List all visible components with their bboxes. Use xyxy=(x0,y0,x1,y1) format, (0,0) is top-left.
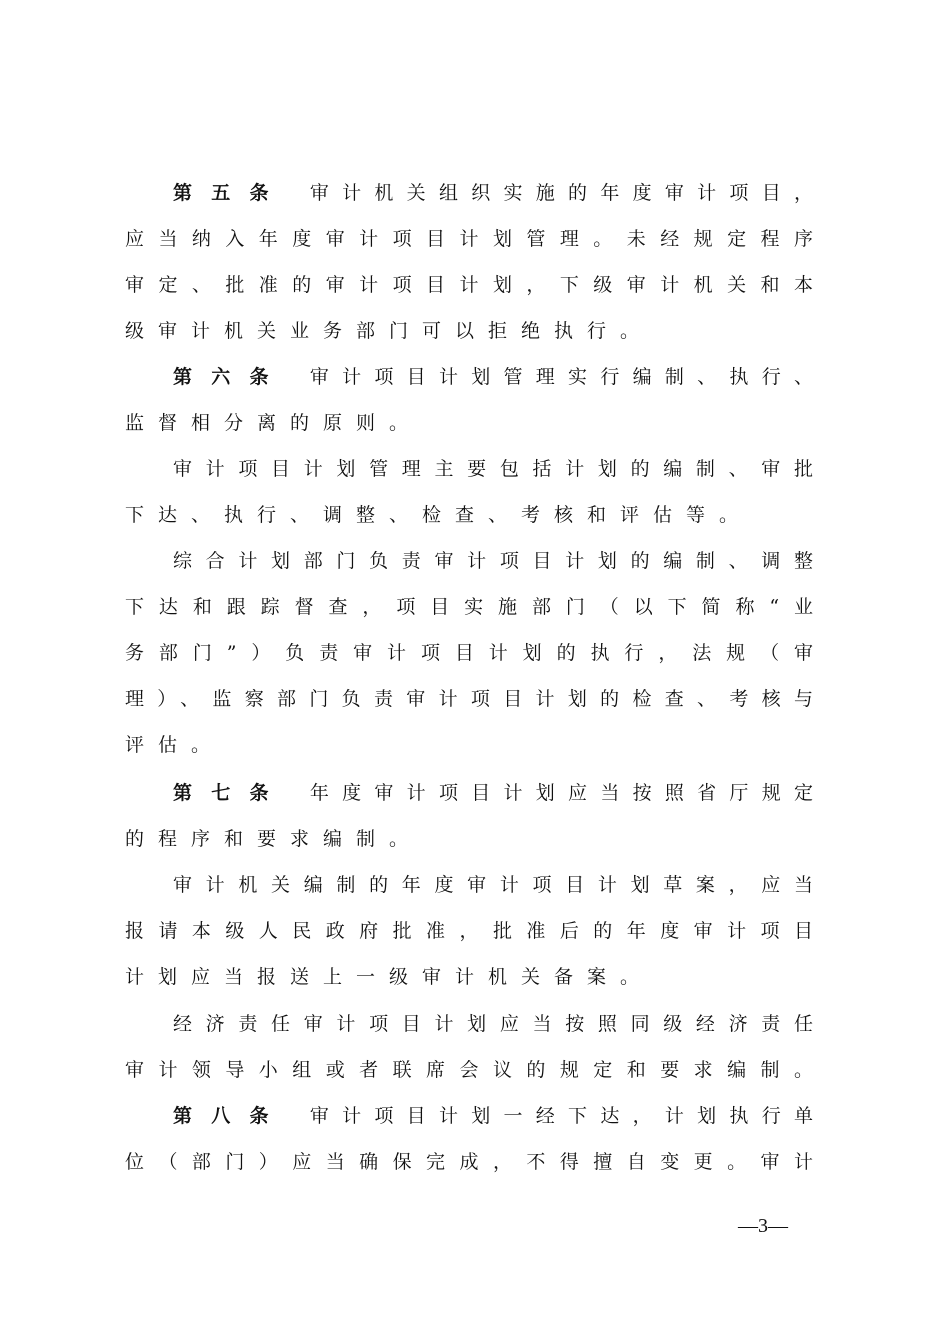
text-line: 审计项目计划管理实行编制、执行、 xyxy=(309,366,813,388)
text-line: 审计项目计划管理主要包括计划的编制、审批 xyxy=(173,458,813,480)
text-line: 理）、监察部门负责审计项目计划的检查、考核与 xyxy=(125,688,813,710)
article-5-heading: 第五条 xyxy=(173,182,288,204)
text-line: 审计机关组织实施的年度审计项目， xyxy=(309,182,813,204)
text-line: 监督相分离的原则。 xyxy=(125,412,423,434)
article-8-heading: 第八条 xyxy=(173,1105,288,1127)
article-7-heading: 第七条 xyxy=(173,782,288,804)
article-6-line-1 xyxy=(173,361,813,393)
text-line: 下达、执行、调整、检查、考核和评估等。 xyxy=(125,504,753,526)
text-line: 位（部门）应当确保完成，不得擅自变更。审计 xyxy=(125,1151,813,1173)
text-line: 评估。 xyxy=(125,734,225,756)
text-line: 经济责任审计项目计划应当按照同级经济责任 xyxy=(173,1013,813,1035)
text-line: 务部门”）负责审计项目计划的执行，法规（审 xyxy=(125,642,813,664)
text-line: 审定、批准的审计项目计划，下级审计机关和本 xyxy=(125,274,813,296)
text-line: 应当纳入年度审计项目计划管理。未经规定程序 xyxy=(125,228,813,250)
text-line: 下达和跟踪督查，项目实施部门（以下简称“业 xyxy=(125,596,813,618)
article-7-line-1 xyxy=(173,777,813,809)
text-line: 报请本级人民政府批准，批准后的年度审计项目 xyxy=(125,920,813,942)
text-line: 审计项目计划一经下达，计划执行单 xyxy=(309,1105,813,1127)
text-line: 审计机关编制的年度审计项目计划草案，应当 xyxy=(173,874,813,896)
text-line: 级审计机关业务部门可以拒绝执行。 xyxy=(125,320,654,342)
text-line: 审计领导小组或者联席会议的规定和要求编制。 xyxy=(125,1059,813,1081)
article-5-line-1 xyxy=(173,177,813,209)
text-line: 的程序和要求编制。 xyxy=(125,828,423,850)
text-line: 年度审计项目计划应当按照省厅规定 xyxy=(309,782,813,804)
text-line: 综合计划部门负责审计项目计划的编制、调整 xyxy=(173,550,813,572)
page-number: —3— xyxy=(738,1215,788,1237)
article-8-line-1 xyxy=(173,1100,813,1132)
article-6-heading: 第六条 xyxy=(173,366,288,388)
text-line: 计划应当报送上一级审计机关备案。 xyxy=(125,966,654,988)
